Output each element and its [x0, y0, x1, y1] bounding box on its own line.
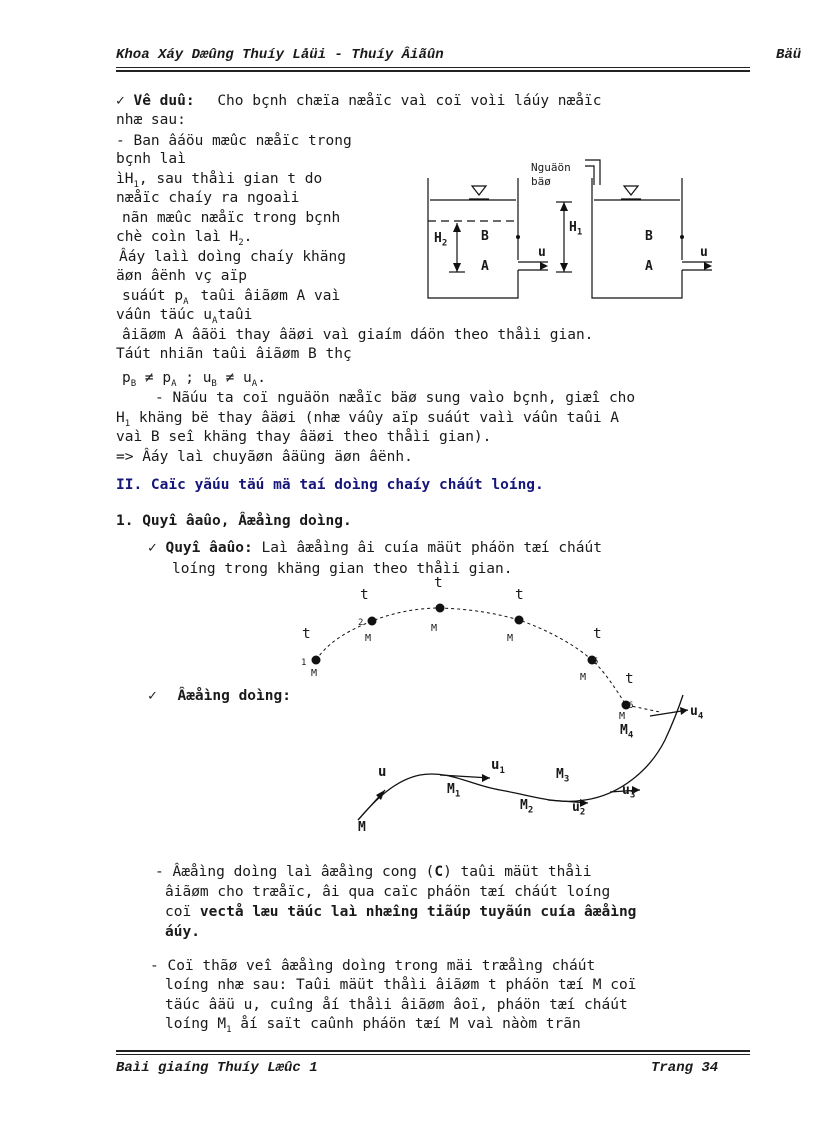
- footer-rule-top: [116, 1050, 750, 1052]
- intro-label: Vê duû:: [133, 93, 195, 109]
- intro-left-5: nãn mæûc næåïc trong bçnh: [122, 210, 341, 226]
- traj-idx-2: 2: [358, 618, 364, 628]
- footer-rule-bottom: [116, 1054, 750, 1055]
- stream-label-M2: $M_2$: [520, 798, 534, 816]
- header-right: Bäü: [776, 47, 802, 63]
- footer-page: Trang 34: [651, 1060, 719, 1076]
- para2-line-4: => Âáy laì chuyãøn âäüng äøn âënh.: [116, 449, 413, 465]
- label-B-right: B: [645, 229, 653, 244]
- def2-line-2: loíng nhæ sau: Taûi mäüt thåìi âiãøm t pháön tæí M coï: [165, 977, 637, 993]
- traj-t-1: t: [302, 626, 311, 642]
- header-title: Khoa Xáy Dæûng Thuíy Låüi - Thuíy Âiãûn: [116, 47, 444, 63]
- label-A-left: A: [481, 259, 489, 274]
- footer-left: Baìi giaíng Thuíy Læûc 1: [116, 1060, 318, 1076]
- traj-t-5: t: [593, 626, 602, 642]
- traj-idx-6: 6: [628, 701, 634, 711]
- check-icon: ✓: [116, 93, 125, 109]
- intro-line1-rest: Cho bçnh chæïa næåïc vaì coï voìi láúy næåïc: [217, 93, 602, 109]
- para2-line-3: vaì B seî khäng thay âäøi theo thåìi gian).: [116, 429, 492, 445]
- traj-M-6: M: [619, 711, 626, 722]
- label-A-right: A: [645, 259, 653, 274]
- def2-line-4: loíng $M_1$ åí saït caûnh pháön tæí M vaì nàòm trãn: [165, 1016, 581, 1035]
- para2-line-1: - Nãúu ta coï nguäön næåïc bäø sung vaìo bçnh, giæî cho: [155, 390, 636, 406]
- traj-M-3: M: [431, 623, 438, 634]
- subsection-1-heading: 1. Quyî âaûo, Âæåìng doìng.: [116, 513, 352, 529]
- traj-M-2: M: [365, 633, 372, 644]
- traj-t-3: t: [434, 575, 443, 591]
- check-icon: ✓: [148, 540, 157, 556]
- check-icon: ✓: [148, 688, 157, 704]
- traj-idx-5: 5: [593, 657, 599, 667]
- def2-line-3: täúc âäü u, cuîng åí thåìi âiãøm âoï, pháön tæí cháút: [165, 997, 628, 1013]
- label-B-left: B: [481, 229, 489, 244]
- stream-label-M1: $M_1$: [447, 782, 461, 800]
- source-label-2: bäø: [531, 175, 551, 188]
- traj-t-2: t: [360, 587, 369, 603]
- para2-line-2: $H_1$ khäng bë thay âäøi (nhæ váûy aïp suáút vaìì váûn taûi A: [116, 410, 620, 429]
- intro-line-2: nhæ sau:: [116, 112, 186, 128]
- intro-left-10: váûn täúc $u_Ataûi$: [116, 307, 253, 326]
- intro-full-1: âiãøm A âãöi thay âäøi vaì giaím dáön theo thåìi gian.: [122, 327, 594, 343]
- def2-line-1: - Coï thãø veî âæåìng doìng trong mäi træåìng cháút: [150, 958, 596, 974]
- section-2-heading: II. Caïc yãúu täú mä taí doìng chaíy cháút loíng.: [116, 477, 544, 493]
- intro-left-6: chè coìn laì $H_2$.: [116, 229, 253, 248]
- duongdong-line: ✓ Âæåìng doìng:: [148, 688, 291, 704]
- def1-line-3: coï vectå læu täúc laì nhæîng tiãúp tuyãún cuía âæåìng: [165, 904, 637, 920]
- stream-label-u2: $u_2$: [572, 800, 586, 818]
- traj-idx-1: 1: [301, 658, 307, 668]
- intro-left-3: $ìH_1$, sau thåìi gian t do: [116, 171, 323, 190]
- source-label-1: Nguäön: [531, 161, 571, 174]
- label-u-right: u: [700, 245, 708, 260]
- quydao-line-1: ✓ Quyî âaûo: Laì âæåìng âi cuía mäüt pháön tæí cháút: [148, 540, 602, 556]
- intro-left-1: - Ban âáöu mæûc næåïc trong: [116, 133, 352, 149]
- intro-left-4: næåïc chaíy ra ngoaìi: [116, 190, 300, 206]
- traj-M-1: M: [311, 668, 318, 679]
- stream-label-u3: $u_3$: [622, 783, 636, 801]
- label-H2: $H_2$: [434, 231, 448, 249]
- intro-left-7: Âáy laìì doìng chaíy khäng: [119, 249, 346, 265]
- traj-M-4: M: [507, 633, 514, 644]
- traj-t-6: t: [625, 671, 634, 687]
- quydao-line-2: loíng trong khäng gian theo thåìi gian.: [172, 561, 513, 577]
- stream-label-M4: $M_4$: [620, 723, 634, 741]
- stream-label-u: u: [378, 764, 387, 780]
- def1-line-2: âiãøm cho træåïc, âi qua caïc pháön tæí cháút loíng: [165, 884, 611, 900]
- intro-left-2: bçnh laì: [116, 151, 186, 167]
- stream-label-M: M: [358, 820, 366, 835]
- intro-left-8: äøn âënh vç aïp: [116, 268, 247, 284]
- stream-label-u1: $u_1$: [491, 757, 505, 776]
- def1-line-4: áúy.: [165, 924, 200, 940]
- label-H1: $H_1$: [569, 220, 583, 238]
- intro-pb-line: $p_B \ne p_A$ ; $u_B \ne u_A$.: [122, 370, 266, 389]
- def1-line-1: - Âæåìng doìng laì âæåìng cong (C) taûi mäüt thåìi: [155, 864, 592, 880]
- traj-t-4: t: [515, 587, 524, 603]
- intro-left-9: suáút $p_A$ taûi âiãøm A vaì: [122, 288, 341, 307]
- intro-full-2: Táút nhiãn taûi âiãøm B thç: [116, 346, 352, 362]
- label-u-left: u: [538, 245, 546, 260]
- traj-M-5: M: [580, 672, 587, 683]
- stream-label-M3: $M_3$: [556, 767, 570, 785]
- stream-label-u4: $u_4$: [690, 704, 704, 722]
